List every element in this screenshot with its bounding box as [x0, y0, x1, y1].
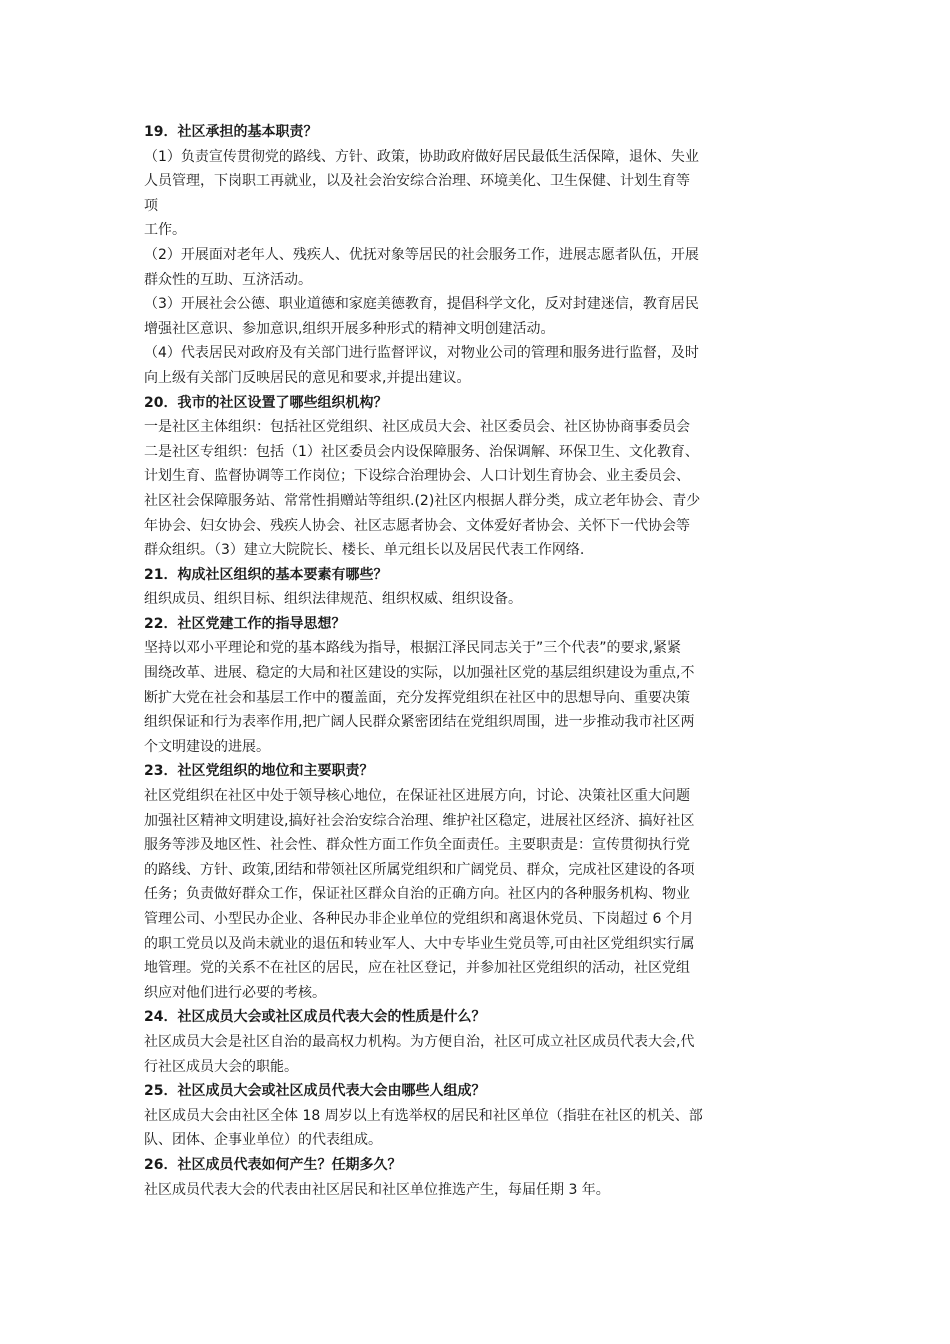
question-heading: 26．社区成员代表如何产生？任期多久？ — [144, 1156, 402, 1173]
text-line: 计划生育、监督协调等工作岗位；下设综合治理协会、人口计划生育协会、业主委员会、 — [144, 468, 690, 485]
qa-section — [144, 120, 814, 391]
answer-paragraph — [144, 415, 814, 563]
qa-section — [144, 612, 814, 760]
answer-paragraph — [144, 1178, 814, 1203]
answer-paragraph — [144, 587, 814, 612]
qa-section — [144, 1005, 814, 1079]
text-line: 群众组织。（3）建立大院院长、楼长、单元组长以及居民代表工作网络. — [144, 542, 585, 559]
answer-paragraph — [144, 292, 814, 341]
answer-paragraph — [144, 1030, 814, 1079]
text-line: 加强社区精神文明建设,搞好社会治安综合治理、维护社区稳定，进展社区经济、搞好社区 — [144, 812, 695, 829]
text-line: 地管理。党的关系不在社区的居民，应在社区登记，并参加社区党组织的活动，社区党组 — [144, 960, 690, 977]
text-line: 项 — [144, 197, 158, 214]
text-line: 组织保证和行为表率作用,把广阔人民群众紧密团结在党组织周围，进一步推动我市社区两 — [144, 714, 695, 731]
text-line: 断扩大党在社会和基层工作中的覆盖面，充分发挥党组织在社区中的思想导向、重要决策 — [144, 689, 690, 706]
answer-paragraph — [144, 243, 814, 292]
answer-paragraph — [144, 784, 814, 1005]
question-heading: 19．社区承担的基本职责？ — [144, 124, 318, 140]
text-line: 社区社会保障服务站、常常性捐赠站等组织.(2)社区内根据人群分类，成立老年协会、青少 — [144, 492, 701, 509]
question-heading: 20．我市的社区设置了哪些组织机构？ — [144, 394, 388, 411]
text-line: 社区成员大会是社区自治的最高权力机构。为方便自治，社区可成立社区成员代表大会,代 — [144, 1033, 695, 1050]
document-body — [144, 120, 814, 1202]
text-line: 年协会、妇女协会、残疾人协会、社区志愿者协会、文体爱好者协会、关怀下一代协会等 — [144, 517, 690, 534]
text-line: 任务；负责做好群众工作，保证社区群众自治的正确方向。社区内的各种服务机构、物业 — [144, 886, 690, 903]
text-line: 组织成员、组织目标、组织法律规范、组织权威、组织设备。 — [144, 591, 522, 608]
text-line: 的路线、方针、政策,团结和带领社区所属党组织和广阔党员、群众，完成社区建设的各项 — [144, 861, 695, 878]
text-line: 织应对他们进行必要的考核。 — [144, 984, 326, 1001]
answer-paragraph — [144, 341, 814, 390]
text-line: （1）负责宣传贯彻党的路线、方针、政策，协助政府做好居民最低生活保障，退休、失业 — [144, 148, 699, 165]
text-line: 队、团体、企事业单位）的代表组成。 — [144, 1132, 382, 1149]
text-line: 个文明建设的进展。 — [144, 738, 270, 755]
text-line: 向上级有关部门反映居民的意见和要求,并提出建议。 — [144, 369, 471, 386]
text-line: （3）开展社会公德、职业道德和家庭美德教育，提倡科学文化，反对封建迷信，教育居民 — [144, 296, 699, 313]
qa-section — [144, 563, 814, 612]
text-line: 社区党组织在社区中处于领导核心地位，在保证社区进展方向，讨论、决策社区重大问题 — [144, 788, 690, 805]
question-heading: 21．构成社区组织的基本要素有哪些？ — [144, 566, 388, 583]
text-line: 二是社区专组织：包括（1）社区委员会内设保障服务、治保调解、环保卫生、文化教育、 — [144, 443, 699, 460]
answer-paragraph — [144, 1104, 814, 1153]
text-line: 工作。 — [144, 222, 186, 239]
qa-section — [144, 759, 814, 1005]
text-line: 行社区成员大会的职能。 — [144, 1058, 298, 1075]
question-heading: 24．社区成员大会或社区成员代表大会的性质是什么？ — [144, 1009, 486, 1026]
text-line: 社区成员代表大会的代表由社区居民和社区单位推选产生，每届任期 3 年。 — [144, 1181, 610, 1198]
text-line: 管理公司、小型民办企业、各种民办非企业单位的党组织和离退休党员、下岗超过 6 个月 — [144, 911, 694, 927]
question-heading: 22．社区党建工作的指导思想？ — [144, 615, 346, 632]
text-line: 服务等涉及地区性、社会性、群众性方面工作负全面责任。主要职责是：宣传贯彻执行党 — [144, 837, 690, 854]
text-line: （2）开展面对老年人、残疾人、优抚对象等居民的社会服务工作，进展志愿者队伍，开展 — [144, 246, 699, 263]
answer-paragraph — [144, 145, 814, 243]
text-line: （4）代表居民对政府及有关部门进行监督评议，对物业公司的管理和服务进行监督，及时 — [144, 345, 699, 362]
text-line: 围绕改革、进展、稳定的大局和社区建设的实际，以加强社区党的基层组织建设为重点,不 — [144, 665, 695, 682]
text-line: 社区成员大会由社区全体 18 周岁以上有选举权的居民和社区单位（指驻在社区的机关、部 — [144, 1107, 703, 1124]
question-heading: 25．社区成员大会或社区成员代表大会由哪些人组成？ — [144, 1083, 486, 1100]
qa-section — [144, 391, 814, 563]
qa-section — [144, 1079, 814, 1153]
text-line: 一是社区主体组织：包括社区党组织、社区成员大会、社区委员会、社区协协商事委员会 — [144, 419, 690, 436]
text-line: 人员管理，下岗职工再就业，以及社会治安综合治理、环境美化、卫生保健、计划生育等 — [144, 173, 690, 190]
text-line: 增强社区意识、参加意识,组织开展多种形式的精神文明创建活动。 — [144, 320, 555, 337]
qa-section — [144, 1153, 814, 1202]
question-heading: 23．社区党组织的地位和主要职责？ — [144, 763, 374, 780]
text-line: 群众性的互助、互济活动。 — [144, 271, 312, 288]
text-line: 的职工党员以及尚未就业的退伍和转业军人、大中专毕业生党员等,可由社区党组织实行属 — [144, 935, 695, 952]
text-line: 坚持以邓小平理论和党的基本路线为指导，根据江泽民同志关于”三个代表”的要求,紧紧 — [144, 640, 681, 657]
answer-paragraph — [144, 636, 814, 759]
